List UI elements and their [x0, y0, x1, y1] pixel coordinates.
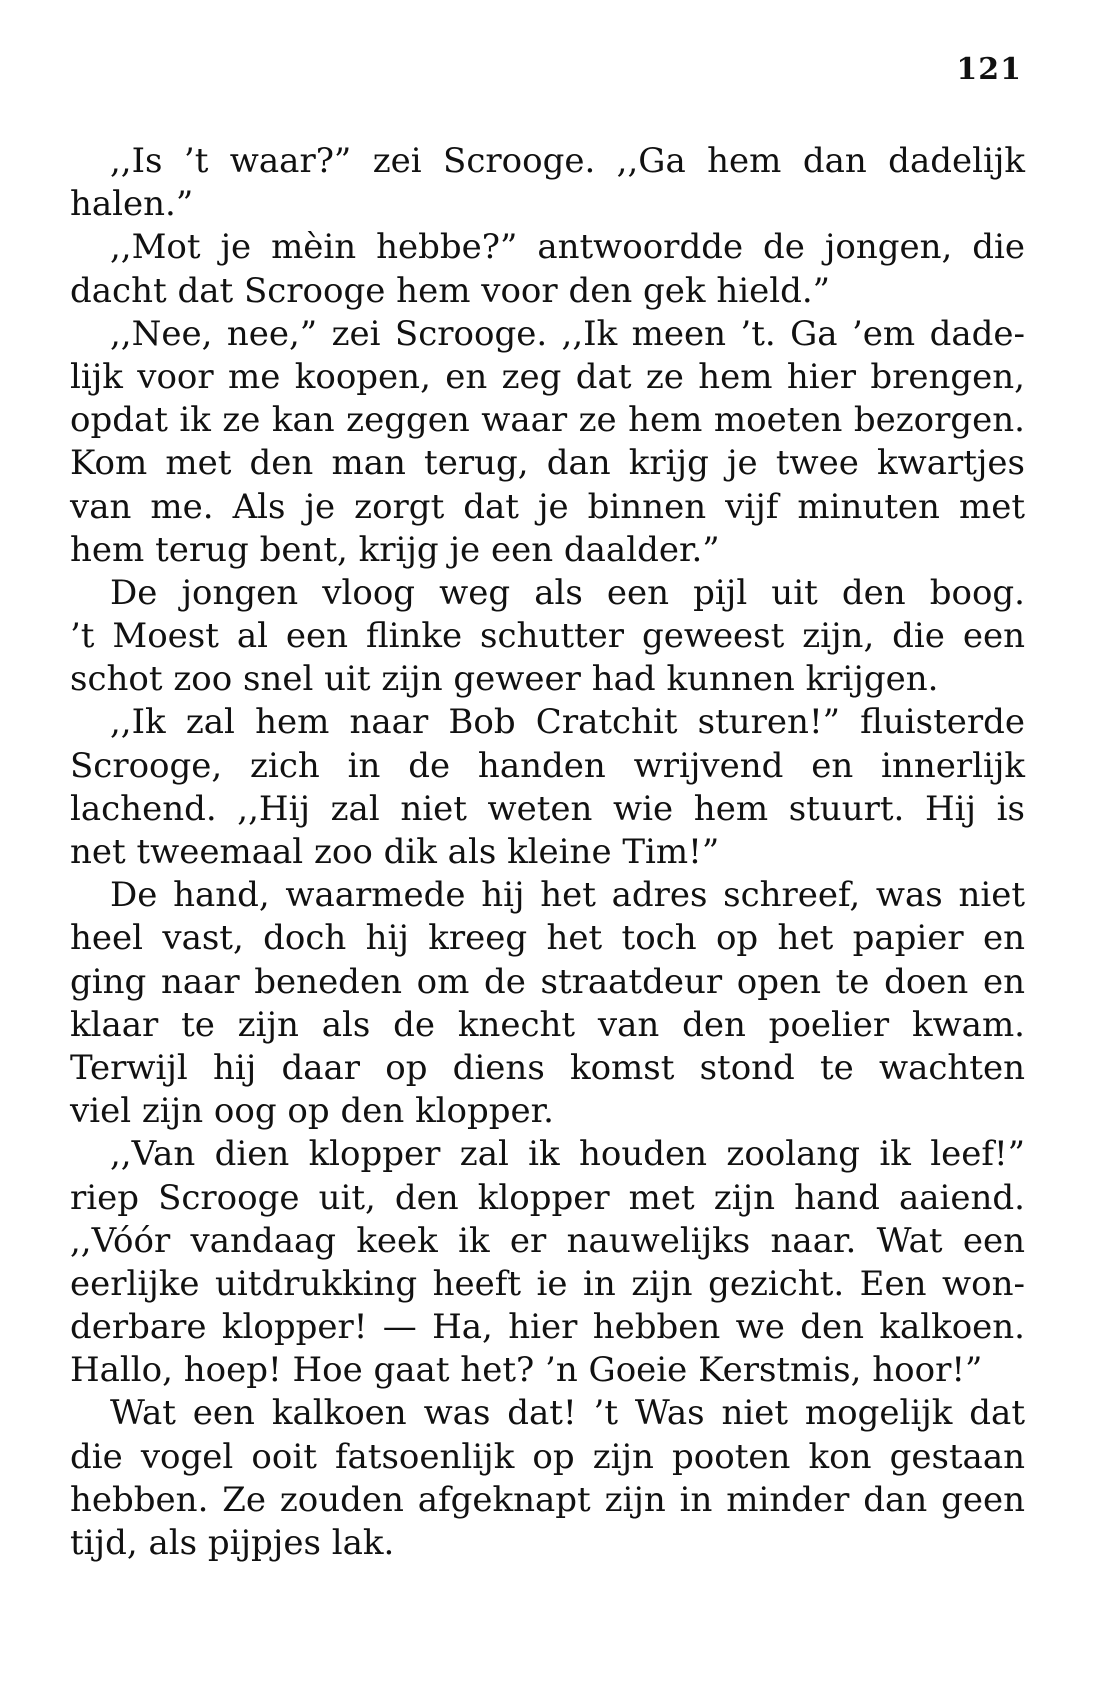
text-line: hebben. Ze zouden afgeknapt zijn in minder dan geen	[70, 1479, 1025, 1520]
text-line: Wat een kalkoen was dat! ’t Was niet mogelijk dat	[110, 1393, 1025, 1434]
text-line: heel vast, doch hij kreeg het toch op het papier en	[70, 918, 1025, 959]
text-line: ,,Mot je mèin hebbe?” antwoordde de jongen, die	[110, 227, 1025, 268]
text-line: lijk voor me koopen, en zeg dat ze hem hier brengen,	[70, 356, 1025, 397]
text-line: ,,Ik zal hem naar Bob Cratchit sturen!” fluisterde	[110, 702, 1025, 743]
text-line: derbare klopper! — Ha, hier hebben we den kalkoen.	[70, 1307, 1025, 1348]
text-line: van me. Als je zorgt dat je binnen vijf minuten met	[70, 486, 1025, 527]
text-line: opdat ik ze kan zeggen waar ze hem moeten bezorgen.	[70, 400, 1025, 441]
text-line: Scrooge, zich in de handen wrijvend en innerlijk	[70, 745, 1025, 786]
text-line: ging naar beneden om de straatdeur open te doen en	[70, 961, 1025, 1002]
text-line: ,,Van dien klopper zal ik houden zoolang ik leef!”	[110, 1134, 1025, 1175]
text-line: net tweemaal zoo dik als kleine Tim!”	[70, 832, 720, 872]
text-line: schot zoo snel uit zijn geweer had kunnen krijgen.	[70, 659, 939, 700]
text-line: viel zijn oog op den klopper.	[70, 1091, 554, 1132]
text-line: Hallo, hoep! Hoe gaat het? ’n Goeie Kerstmis, hoor!”	[70, 1350, 983, 1391]
text-line: De jongen vloog weg als een pijl uit den boog.	[110, 572, 1025, 613]
page-number: 121	[956, 52, 1022, 87]
text-line: klaar te zijn als de knecht van den poelier kwam.	[70, 1004, 1025, 1045]
text-line: ,,Is ’t waar?” zei Scrooge. ,,Ga hem dan dadelijk	[110, 141, 1025, 181]
text-line: lachend. ,,Hij zal niet weten wie hem stuurt. Hij is	[70, 788, 1025, 829]
text-line: ’t Moest al een flinke schutter geweest zijn, die een	[70, 616, 1025, 657]
text-line: eerlijke uitdrukking heeft ie in zijn gezicht. Een won-	[70, 1263, 1025, 1304]
body-text	[70, 140, 1025, 1565]
text-line: riep Scrooge uit, den klopper met zijn hand aaiend.	[70, 1177, 1025, 1218]
text-line: dacht dat Scrooge hem voor den gek hield.”	[70, 270, 831, 311]
text-line: hem terug bent, krijg je een daalder.”	[70, 529, 720, 570]
text-line: halen.”	[70, 184, 194, 225]
text-line: tijd, als pijpjes lak.	[70, 1523, 395, 1563]
text-line: ,,Nee, nee,” zei Scrooge. ,,Ik meen ’t. Ga ’em dade-	[110, 313, 1025, 354]
text-line: ,,Vóór vandaag keek ik er nauwelijks naar. Wat een	[70, 1220, 1025, 1261]
text-line: Kom met den man terug, dan krijg je twee kwartjes	[70, 443, 1025, 484]
text-line: De hand, waarmede hij het adres schreef, was niet	[110, 875, 1025, 916]
text-line: die vogel ooit fatsoenlijk op zijn pooten kon gestaan	[70, 1436, 1025, 1477]
text-line: Terwijl hij daar op diens komst stond te wachten	[70, 1047, 1025, 1088]
